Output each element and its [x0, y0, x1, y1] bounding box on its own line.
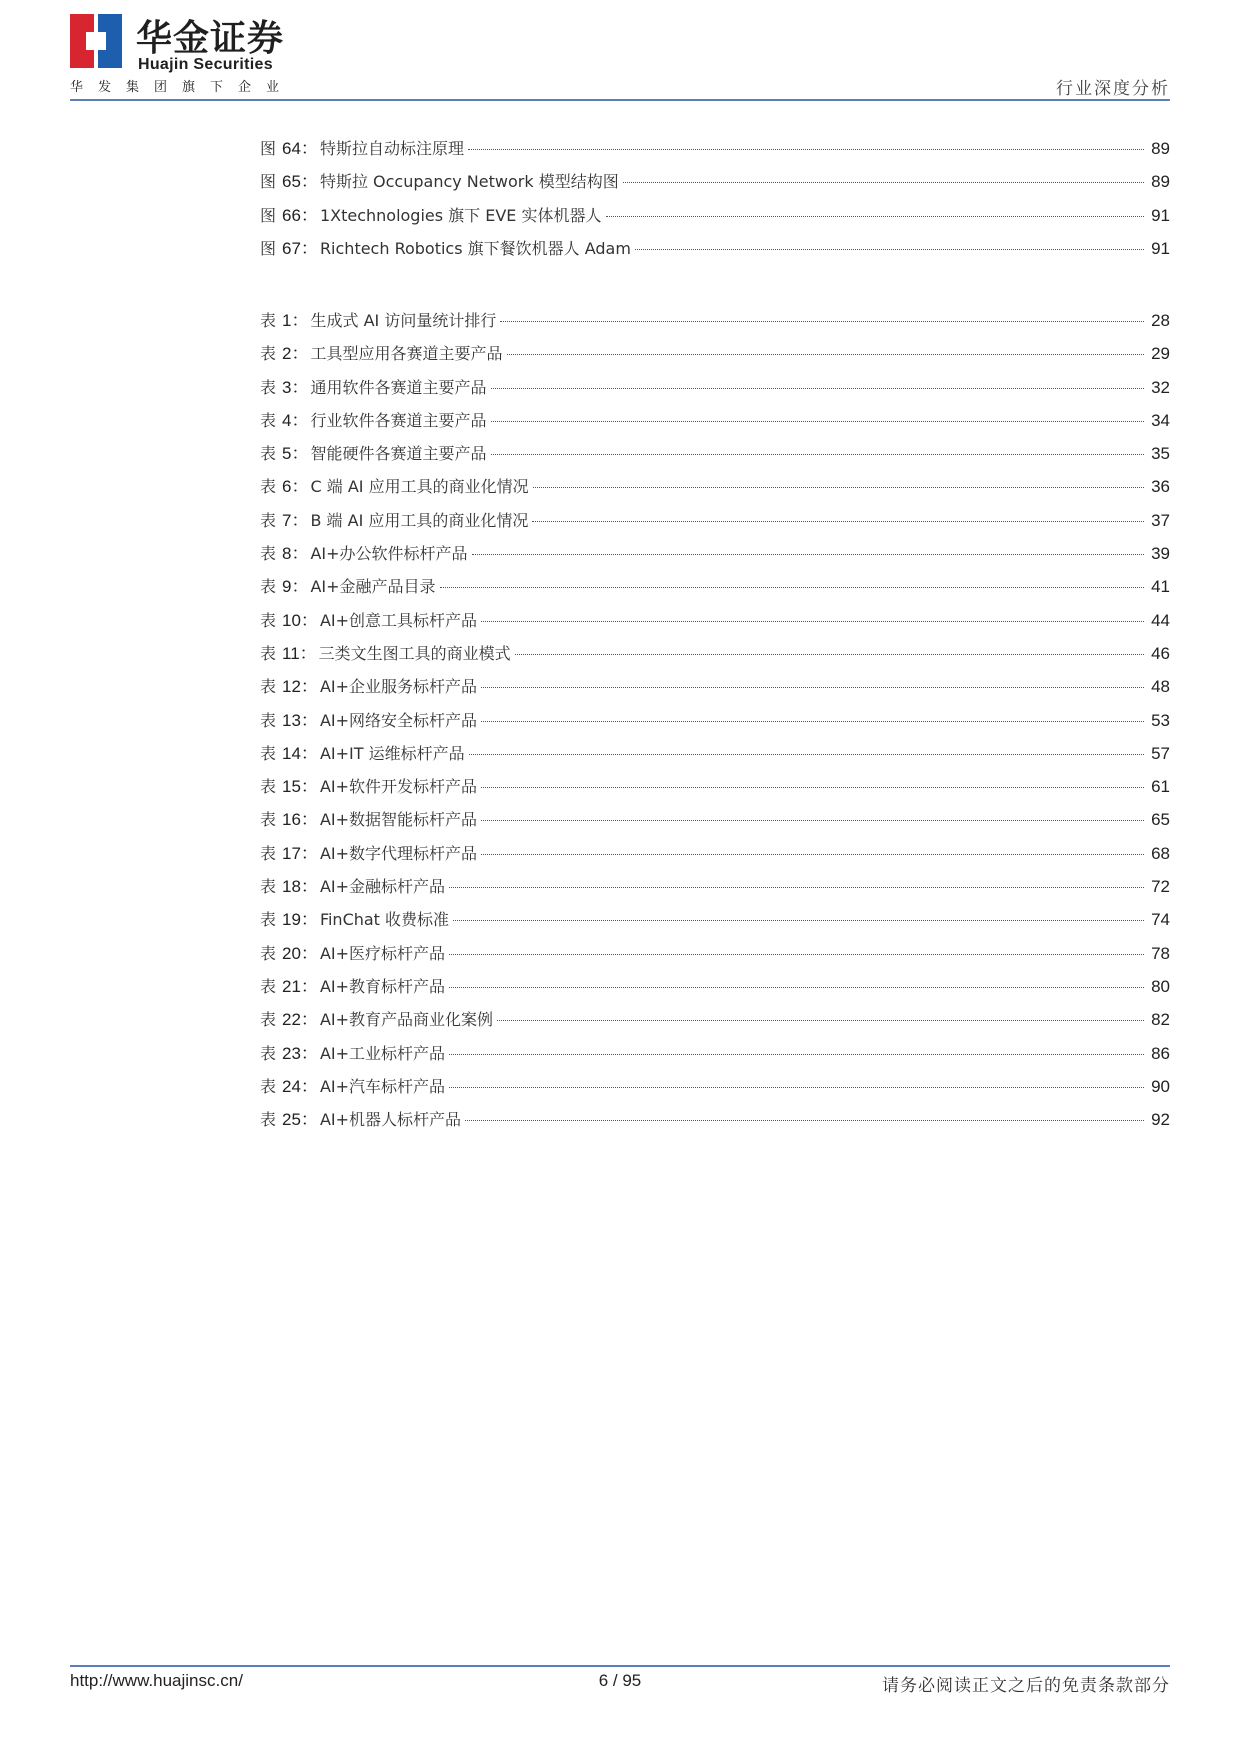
dot-leader: [469, 754, 1144, 755]
entry-label: 表: [260, 344, 277, 364]
entry-page-number: 74: [1151, 910, 1170, 930]
entry-page-number: 44: [1151, 610, 1170, 630]
entry-label: 表: [260, 410, 277, 430]
dot-leader: [497, 1020, 1144, 1021]
dot-leader: [465, 1120, 1144, 1121]
dot-leader: [449, 954, 1144, 955]
entry-label: 图: [260, 139, 277, 158]
entry-title: 工具型应用各赛道主要产品: [310, 344, 503, 364]
dot-leader: [481, 621, 1144, 622]
toc-entry[interactable]: [260, 639, 1170, 672]
dot-leader: [606, 216, 1144, 217]
entry-page-number: 36: [1151, 477, 1170, 497]
dot-leader: [449, 1087, 1144, 1088]
dot-leader: [449, 887, 1144, 888]
entry-number: 23：: [282, 1043, 318, 1063]
entry-title: AI+数据智能标杆产品: [319, 810, 478, 830]
entry-title: AI+汽车标杆产品: [319, 1076, 446, 1096]
entry-label: 表: [260, 643, 277, 663]
entry-title: 行业软件各赛道主要产品: [310, 410, 487, 430]
entry-page-number: 91: [1151, 205, 1170, 225]
entry-label: 表: [260, 1043, 277, 1063]
entry-title: 1Xtechnologies 旗下 EVE 实体机器人: [319, 205, 602, 225]
entry-title: AI+企业服务标杆产品: [319, 677, 478, 697]
entry-label: 表: [260, 710, 277, 730]
entry-label: 图: [260, 172, 277, 192]
entry-title: 通用软件各赛道主要产品: [310, 377, 487, 397]
dot-leader: [515, 654, 1144, 655]
entry-number: 7：: [282, 510, 309, 530]
entry-title: AI+网络安全标杆产品: [319, 710, 478, 730]
toc-entry[interactable]: [260, 706, 1170, 739]
entry-page-number: 61: [1151, 777, 1170, 797]
entry-page-number: 91: [1151, 238, 1170, 258]
toc-entry[interactable]: [260, 167, 1170, 200]
toc-entry[interactable]: [260, 672, 1170, 705]
entry-label: 表: [260, 1110, 277, 1130]
entry-page-number: 90: [1151, 1076, 1170, 1096]
entry-page-number: 34: [1151, 410, 1170, 430]
entry-number: 66：: [282, 205, 318, 225]
toc-entry[interactable]: [260, 539, 1170, 572]
footer-url[interactable]: http://www.huajinsc.cn/: [70, 1671, 243, 1690]
toc-entry[interactable]: [260, 839, 1170, 872]
brand-name-cn: 华金证券: [136, 18, 285, 59]
entry-label: 表: [260, 577, 277, 597]
entry-label: 表: [260, 1010, 277, 1030]
entry-number: 13：: [282, 710, 318, 730]
entry-page-number: 89: [1151, 172, 1170, 192]
entry-label: 表: [260, 1076, 277, 1096]
entry-number: 14：: [282, 743, 318, 763]
entry-number: 10：: [282, 610, 318, 630]
dot-leader: [481, 687, 1144, 688]
toc-entry[interactable]: [260, 134, 1170, 167]
entry-number: 8：: [282, 544, 309, 564]
entry-title: AI+数字代理标杆产品: [319, 843, 478, 863]
table-list: [260, 306, 1170, 1138]
entry-page-number: 72: [1151, 877, 1170, 897]
entry-label: 表: [260, 843, 277, 863]
entry-title: 特斯拉自动标注原理: [319, 139, 464, 158]
entry-label: 表: [260, 510, 277, 530]
entry-number: 65：: [282, 172, 318, 192]
brand-name-en: Huajin Securities: [138, 56, 273, 73]
entry-page-number: 46: [1151, 643, 1170, 663]
toc-entry[interactable]: [260, 406, 1170, 439]
page-number: 6 / 95: [598, 1671, 642, 1690]
entry-number: 20：: [282, 943, 318, 963]
dot-leader: [507, 354, 1145, 355]
entry-number: 5：: [282, 444, 309, 464]
entry-number: 9：: [282, 577, 309, 597]
toc-entry[interactable]: [260, 1105, 1170, 1138]
entry-page-number: 37: [1151, 510, 1170, 530]
entry-title: 智能硬件各赛道主要产品: [310, 444, 487, 464]
toc-entry[interactable]: [260, 506, 1170, 539]
entry-page-number: 32: [1151, 377, 1170, 397]
entry-page-number: 41: [1151, 577, 1170, 597]
entry-page-number: 68: [1151, 843, 1170, 863]
entry-label: 表: [260, 976, 277, 996]
entry-number: 16：: [282, 810, 318, 830]
entry-title: 特斯拉 Occupancy Network 模型结构图: [319, 172, 619, 192]
entry-page-number: 48: [1151, 677, 1170, 697]
toc-entry[interactable]: [260, 872, 1170, 905]
toc-entry[interactable]: [260, 1039, 1170, 1072]
entry-label: 表: [260, 311, 277, 330]
entry-label: 表: [260, 477, 277, 497]
entry-number: 12：: [282, 677, 318, 697]
entry-number: 17：: [282, 843, 318, 863]
toc-entry[interactable]: [260, 306, 1170, 339]
entry-number: 6：: [282, 477, 309, 497]
entry-title: 生成式 AI 访问量统计排行: [310, 311, 497, 330]
entry-page-number: 78: [1151, 943, 1170, 963]
entry-page-number: 39: [1151, 544, 1170, 564]
entry-label: 表: [260, 943, 277, 963]
toc-entry[interactable]: [260, 905, 1170, 938]
entry-title: AI+创意工具标杆产品: [319, 610, 478, 630]
entry-title: 三类文生图工具的商业模式: [318, 643, 511, 663]
entry-page-number: 29: [1151, 344, 1170, 364]
entry-title: C 端 AI 应用工具的商业化情况: [310, 477, 529, 497]
toc-entry[interactable]: [260, 201, 1170, 234]
dot-leader: [453, 920, 1144, 921]
dot-leader: [440, 587, 1144, 588]
toc-entry[interactable]: [260, 772, 1170, 805]
toc-entry[interactable]: [260, 572, 1170, 605]
page-header: [70, 10, 1170, 102]
entry-number: 15：: [282, 777, 318, 797]
entry-title: AI+IT 运维标杆产品: [319, 743, 465, 763]
entry-title: FinChat 收费标准: [319, 910, 450, 930]
entry-title: AI+金融标杆产品: [319, 877, 446, 897]
dot-leader: [481, 787, 1144, 788]
entry-number: 18：: [282, 877, 318, 897]
figure-list: [260, 134, 1170, 267]
entry-label: 表: [260, 910, 277, 930]
toc-entry[interactable]: [260, 472, 1170, 505]
entry-label: 表: [260, 810, 277, 830]
header-divider: [70, 99, 1170, 101]
entry-title: AI+办公软件标杆产品: [310, 544, 468, 564]
entry-label: 表: [260, 544, 277, 564]
entry-page-number: 89: [1151, 139, 1170, 158]
dot-leader: [533, 487, 1144, 488]
dot-leader: [481, 721, 1144, 722]
entry-number: 2：: [282, 344, 309, 364]
dot-leader: [491, 421, 1145, 422]
toc-entry[interactable]: [260, 1005, 1170, 1038]
entry-number: 22：: [282, 1010, 318, 1030]
entry-number: 24：: [282, 1076, 318, 1096]
toc-entry[interactable]: [260, 339, 1170, 372]
entry-page-number: 86: [1151, 1043, 1170, 1063]
entry-number: 11：: [282, 643, 317, 663]
entry-number: 25：: [282, 1110, 318, 1130]
entry-title: AI+金融产品目录: [310, 577, 436, 597]
toc-entry[interactable]: [260, 939, 1170, 972]
toc-entry[interactable]: [260, 234, 1170, 267]
entry-page-number: 92: [1151, 1110, 1170, 1130]
entry-page-number: 35: [1151, 444, 1170, 464]
dot-leader: [500, 321, 1144, 322]
entry-label: 图: [260, 238, 277, 258]
entry-number: 4：: [282, 410, 309, 430]
entry-page-number: 28: [1151, 311, 1170, 330]
toc-entry[interactable]: [260, 373, 1170, 406]
entry-label: 表: [260, 377, 277, 397]
toc-entry[interactable]: [260, 1072, 1170, 1105]
entry-number: 21：: [282, 976, 318, 996]
group-tagline: 华发集团旗下企业: [70, 80, 295, 95]
dot-leader: [635, 249, 1144, 250]
dot-leader: [449, 1054, 1144, 1055]
footer-divider: [70, 1665, 1170, 1667]
entry-number: 19：: [282, 910, 318, 930]
report-type: 行业深度分析: [1056, 79, 1170, 99]
dot-leader: [481, 854, 1144, 855]
dot-leader: [623, 182, 1144, 183]
dot-leader: [468, 149, 1144, 150]
entry-number: 1：: [282, 311, 309, 330]
dot-leader: [472, 554, 1144, 555]
dot-leader: [491, 388, 1145, 389]
entry-label: 表: [260, 444, 277, 464]
entry-page-number: 65: [1151, 810, 1170, 830]
entry-label: 表: [260, 743, 277, 763]
entry-title: AI+机器人标杆产品: [319, 1110, 462, 1130]
toc-entry[interactable]: [260, 439, 1170, 472]
entry-number: 3：: [282, 377, 309, 397]
entry-page-number: 53: [1151, 710, 1170, 730]
entry-page-number: 57: [1151, 743, 1170, 763]
entry-label: 图: [260, 205, 277, 225]
entry-title: AI+工业标杆产品: [319, 1043, 446, 1063]
entry-title: AI+教育产品商业化案例: [319, 1010, 494, 1030]
entry-title: Richtech Robotics 旗下餐饮机器人 Adam: [319, 238, 631, 258]
entry-title: AI+医疗标杆产品: [319, 943, 446, 963]
huajin-logo-icon: [70, 14, 122, 68]
entry-label: 表: [260, 877, 277, 897]
toc-entry[interactable]: [260, 972, 1170, 1005]
dot-leader: [449, 987, 1144, 988]
entry-title: AI+软件开发标杆产品: [319, 777, 478, 797]
toc-entry[interactable]: [260, 739, 1170, 772]
entry-title: B 端 AI 应用工具的商业化情况: [310, 510, 529, 530]
entry-label: 表: [260, 777, 277, 797]
dot-leader: [532, 521, 1144, 522]
entry-page-number: 82: [1151, 1010, 1170, 1030]
footer-disclaimer: 请务必阅读正文之后的免责条款部分: [882, 1676, 1170, 1696]
entry-title: AI+教育标杆产品: [319, 976, 446, 996]
toc-entry[interactable]: [260, 606, 1170, 639]
toc-entry[interactable]: [260, 805, 1170, 838]
entry-page-number: 80: [1151, 976, 1170, 996]
entry-label: 表: [260, 610, 277, 630]
dot-leader: [491, 454, 1145, 455]
entry-number: 64：: [282, 139, 318, 158]
entry-number: 67：: [282, 238, 318, 258]
entry-label: 表: [260, 677, 277, 697]
dot-leader: [481, 820, 1144, 821]
